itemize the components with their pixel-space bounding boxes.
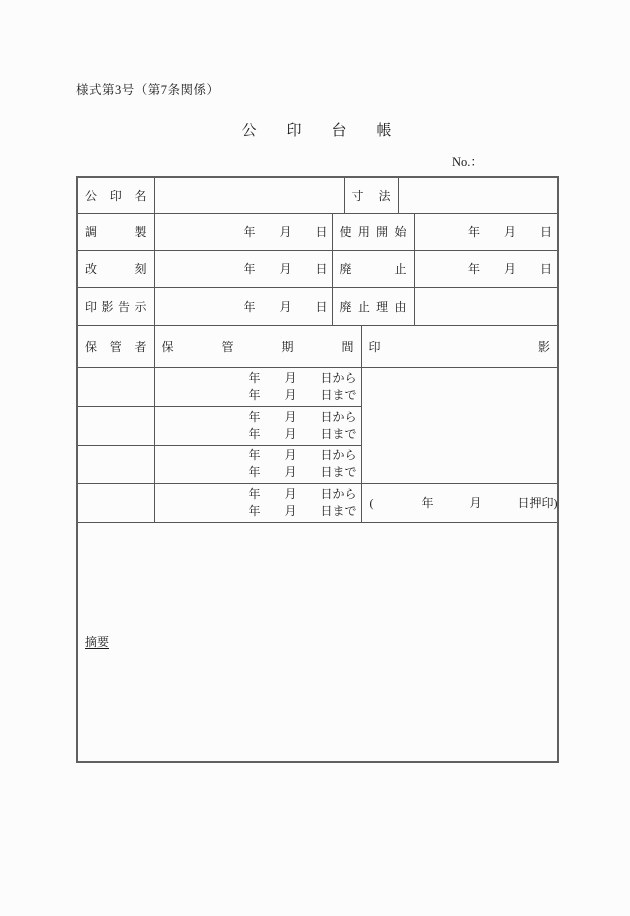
period-from-line: 年 月 日から [248, 486, 357, 501]
custodian-value-cell [77, 406, 154, 445]
period-2-cell [154, 406, 361, 445]
row-period-4 [77, 483, 558, 522]
row-creation [77, 213, 558, 250]
dimensions-label: 寸法 [344, 177, 398, 213]
summary-cell [77, 522, 558, 762]
reengraving-label: 改刻 [77, 250, 154, 287]
impression-notice-label: 印影告示 [77, 287, 154, 325]
period-from-line: 年 月 日から [248, 409, 357, 424]
row-impression-notice [77, 287, 558, 325]
period-from-line: 年 月 日から [248, 448, 357, 462]
impression-notice-date-cell: 年 月 日 [154, 287, 332, 325]
seal-register-table [76, 176, 559, 763]
seal-impression-area [361, 367, 558, 483]
custodian-label: 保管者 [77, 325, 154, 367]
reengraving-date-cell: 年 月 日 [154, 250, 332, 287]
abolition-reason-label: 廃止理由 [332, 287, 414, 325]
row-summary [77, 522, 558, 762]
page-title: 公 印 台 帳 [241, 123, 392, 139]
custodian-value-cell [77, 483, 154, 522]
row-custody-header [77, 325, 558, 367]
dimensions-value-cell [398, 177, 558, 213]
summary-label: 摘要 [85, 635, 110, 650]
period-4-cell [154, 483, 361, 522]
row-period-1 [77, 367, 558, 406]
seal-name-value-cell [154, 177, 344, 213]
period-to-line: 年 月 日まで [248, 465, 357, 479]
period-to-line: 年 月 日まで [248, 387, 357, 402]
custody-period-label: 保管期間 [154, 325, 361, 367]
usage-start-date-cell: 年 月 日 [414, 213, 558, 250]
creation-label: 調製 [77, 213, 154, 250]
period-3-cell [154, 445, 361, 483]
abolition-date-cell: 年 月 日 [414, 250, 558, 287]
period-from-line: 年 月 日から [248, 370, 357, 385]
period-to-line: 年 月 日まで [248, 426, 357, 441]
period-to-line: 年 月 日まで [248, 503, 357, 518]
form-number: 様式第3号（第7条関係） [76, 83, 220, 97]
custodian-value-cell [77, 367, 154, 406]
abolition-label: 廃止 [332, 250, 414, 287]
seal-name-label: 公印名 [77, 177, 154, 213]
row-seal-name [77, 177, 558, 213]
period-1-cell [154, 367, 361, 406]
serial-number-label: No.： [452, 155, 483, 169]
row-reengraving [77, 250, 558, 287]
creation-date-cell: 年 月 日 [154, 213, 332, 250]
stamp-date-note: ( 年 月 日押印) [361, 483, 558, 522]
abolition-reason-value-cell [414, 287, 558, 325]
usage-start-label: 使用開始 [332, 213, 414, 250]
seal-impression-label: 印影 [361, 325, 558, 367]
custodian-value-cell [77, 445, 154, 483]
